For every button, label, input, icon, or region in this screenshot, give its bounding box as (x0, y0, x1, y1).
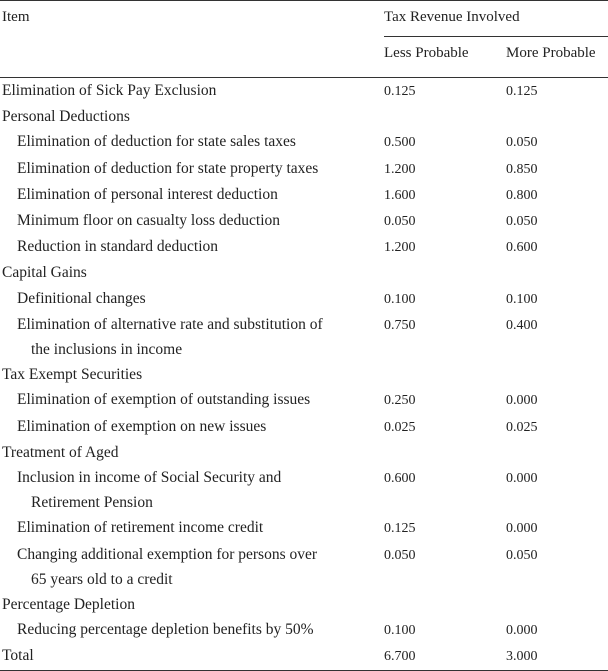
table-row (0, 208, 608, 234)
category-label: Treatment of Aged (2, 443, 119, 461)
more-probable-value (506, 440, 608, 465)
more-probable-value: 0.800 (506, 187, 538, 203)
table-row (0, 312, 608, 362)
item-label: Minimum floor on casualty loss deduction (17, 212, 281, 230)
category-row (0, 592, 608, 617)
item-label: Elimination of deduction for state property taxes (17, 159, 319, 177)
item-label: Elimination of exemption on new issues (17, 417, 267, 435)
more-probable-header: More Probable (506, 45, 596, 61)
more-probable-value (506, 260, 608, 285)
less-probable-value (384, 104, 506, 129)
table-row (0, 234, 608, 260)
category-row (0, 362, 608, 387)
header-rule (0, 70, 608, 78)
table-row (0, 182, 608, 208)
category-row (0, 260, 608, 285)
item-label: Elimination of Sick Pay Exclusion (2, 82, 217, 99)
table-row (0, 465, 608, 515)
more-probable-value: 0.000 (506, 471, 538, 487)
less-probable-value: 0.600 (384, 471, 416, 487)
more-probable-value (506, 592, 608, 617)
item-label (0, 312, 384, 362)
more-probable-value: 0.050 (506, 135, 538, 151)
table-row (0, 286, 608, 312)
less-probable-value: 0.050 (384, 547, 416, 563)
total-label: Total (0, 643, 384, 670)
less-probable-value: 0.250 (384, 393, 416, 409)
item-label: Elimination of retirement income credit (17, 519, 264, 537)
item-label (0, 542, 384, 592)
less-probable-value: 0.050 (384, 214, 416, 230)
less-probable-value (384, 260, 506, 285)
more-probable-value: 0.025 (506, 419, 538, 435)
more-probable-value: 0.600 (506, 240, 538, 256)
item-label: Reduction in standard deduction (17, 238, 219, 256)
tax-revenue-group-header: Tax Revenue Involved (384, 1, 608, 37)
less-probable-value (384, 362, 506, 387)
less-probable-value (384, 592, 506, 617)
more-probable-value: 0.000 (506, 521, 538, 537)
item-label-line-1: Elimination of alternative rate and substitution of (17, 315, 323, 333)
table-row (0, 156, 608, 182)
less-probable-value: 0.500 (384, 135, 416, 151)
item-label-line-2: Retirement Pension (31, 494, 153, 512)
category-label: Capital Gains (2, 264, 87, 282)
more-probable-value (506, 362, 608, 387)
more-probable-value: 0.125 (506, 84, 538, 99)
category-label: Tax Exempt Securities (2, 366, 143, 384)
table-row (0, 542, 608, 592)
item-label-line-1: Inclusion in income of Social Security and (17, 469, 282, 487)
table-row (0, 617, 608, 643)
item-label-line-2: 65 years old to a credit (31, 570, 173, 588)
table-row (0, 78, 608, 105)
total-less-probable: 6.700 (384, 643, 506, 670)
more-probable-value: 0.050 (506, 214, 538, 230)
less-probable-value: 1.600 (384, 187, 416, 203)
table-row (0, 387, 608, 413)
less-probable-value: 1.200 (384, 161, 416, 177)
more-probable-value: 0.050 (506, 547, 538, 563)
more-probable-value: 0.400 (506, 317, 538, 333)
less-probable-value: 1.200 (384, 240, 416, 256)
less-probable-value: 0.125 (384, 84, 416, 99)
table-row (0, 414, 608, 440)
less-probable-value: 0.100 (384, 291, 416, 307)
item-column-header: Item (0, 1, 384, 71)
table-row (0, 129, 608, 155)
less-probable-value: 0.100 (384, 623, 416, 639)
less-probable-header: Less Probable (384, 45, 469, 61)
item-label (0, 465, 384, 515)
more-probable-value: 0.100 (506, 291, 538, 307)
item-label: Elimination of exemption of outstanding issues (17, 391, 311, 409)
item-label-line-1: Changing additional exemption for persons over (17, 545, 318, 563)
less-probable-value (384, 440, 506, 465)
category-label: Personal Deductions (2, 108, 130, 126)
more-probable-value: 0.000 (506, 393, 538, 409)
category-label: Percentage Depletion (2, 596, 135, 614)
more-probable-value: 0.000 (506, 623, 538, 639)
total-more-probable: 3.000 (506, 643, 608, 670)
item-label: Reducing percentage depletion benefits by 50% (17, 621, 314, 639)
item-label-line-2: the inclusions in income (31, 341, 183, 359)
less-probable-value: 0.750 (384, 317, 416, 333)
more-probable-value (506, 104, 608, 129)
less-probable-value: 0.025 (384, 419, 416, 435)
item-label: Definitional changes (17, 289, 146, 307)
category-row (0, 104, 608, 129)
more-probable-value: 0.850 (506, 161, 538, 177)
table-row (0, 515, 608, 541)
less-probable-value: 0.125 (384, 521, 416, 537)
item-label: Elimination of deduction for state sales taxes (17, 133, 296, 151)
item-label: Elimination of personal interest deduction (17, 185, 278, 203)
category-row (0, 440, 608, 465)
table-body (0, 78, 608, 644)
